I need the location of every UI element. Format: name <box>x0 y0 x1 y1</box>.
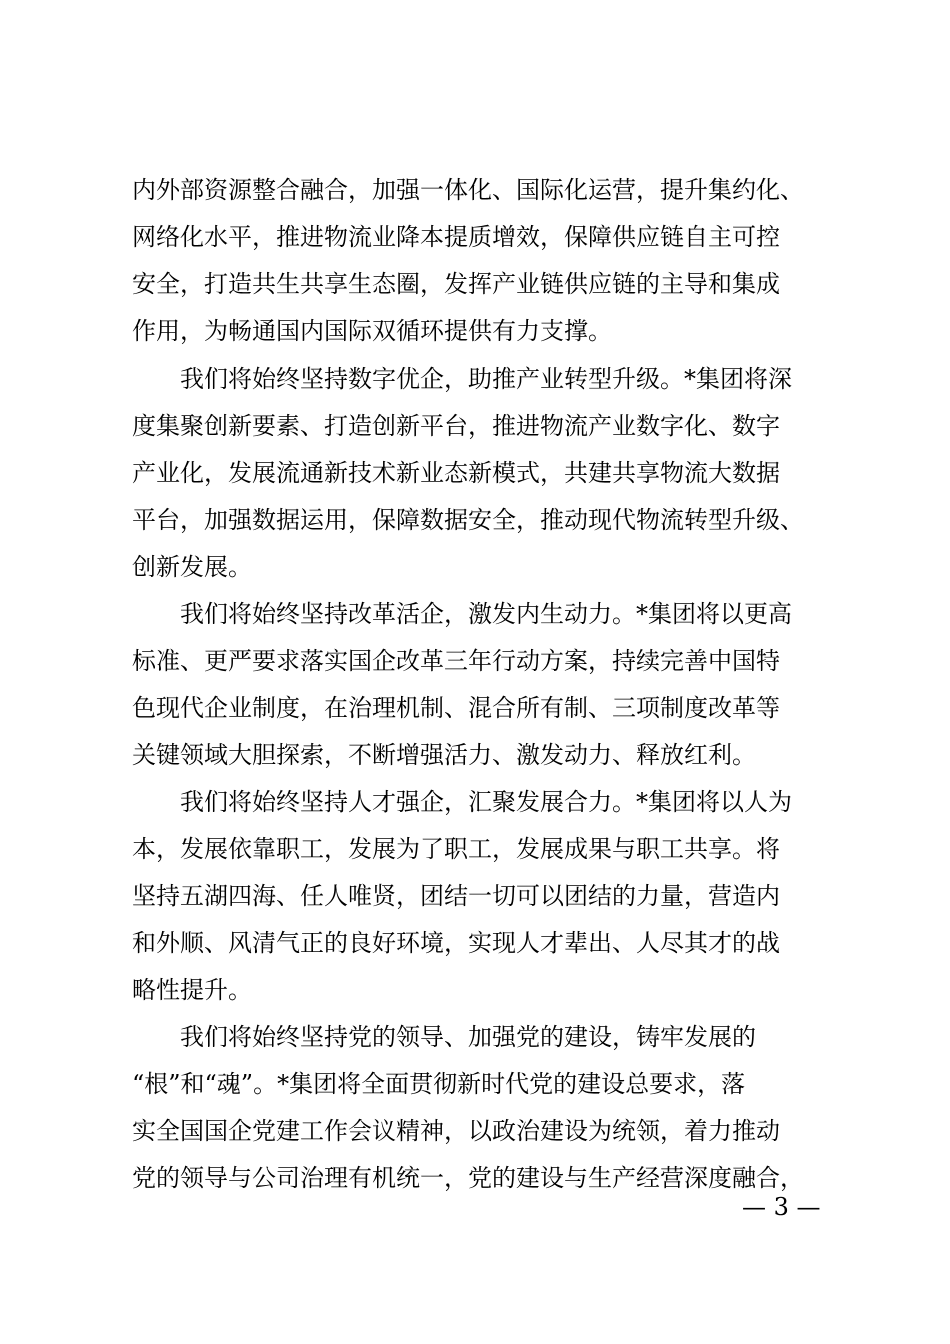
text-line: 和外顺、风清气正的良好环境，实现人才辈出、人尽其才的战 <box>132 929 780 957</box>
text-line: 关键领域大胆探索，不断增强活力、激发动力、释放红利。 <box>132 741 756 769</box>
text-line: 色现代企业制度，在治理机制、混合所有制、三项制度改革等 <box>132 694 780 722</box>
text-line: 我们将始终坚持数字优企，助推产业转型升级。*集团将深 <box>180 365 792 393</box>
text-line: “根”和“魂”。*集团将全面贯彻新时代党的建设总要求，落 <box>132 1070 746 1098</box>
text-line: 网络化水平，推进物流业降本提质增效，保障供应链自主可控 <box>132 223 780 251</box>
text-line: 我们将始终坚持人才强企，汇聚发展合力。*集团将以人为 <box>180 788 792 816</box>
text-line: 产业化，发展流通新技术新业态新模式，共建共享物流大数据 <box>132 459 780 487</box>
text-line: 我们将始终坚持改革活企，激发内生动力。*集团将以更高 <box>180 600 792 628</box>
text-line: 我们将始终坚持党的领导、加强党的建设，铸牢发展的 <box>180 1023 756 1051</box>
text-line: 安全，打造共生共享生态圈，发挥产业链供应链的主导和集成 <box>132 270 780 298</box>
text-line: 党的领导与公司治理有机统一，党的建设与生产经营深度融合， <box>132 1164 804 1192</box>
text-line: 内外部资源整合融合，加强一体化、国际化运营，提升集约化、 <box>132 176 804 204</box>
page-number: — 3 — <box>742 1193 821 1221</box>
text-line: 标准、更严要求落实国企改革三年行动方案，持续完善中国特 <box>132 647 780 675</box>
text-line: 创新发展。 <box>132 553 252 581</box>
text-line: 平台，加强数据运用，保障数据安全，推动现代物流转型升级、 <box>132 506 804 534</box>
text-line: 作用，为畅通国内国际双循环提供有力支撑。 <box>132 317 612 345</box>
text-line: 略性提升。 <box>132 976 252 1004</box>
text-line: 实全国国企党建工作会议精神，以政治建设为统领，着力推动 <box>132 1117 780 1145</box>
text-line: 坚持五湖四海、任人唯贤，团结一切可以团结的力量，营造内 <box>132 882 780 910</box>
text-line: 本，发展依靠职工，发展为了职工，发展成果与职工共享。将 <box>132 835 780 863</box>
text-line: 度集聚创新要素、打造创新平台，推进物流产业数字化、数字 <box>132 412 780 440</box>
